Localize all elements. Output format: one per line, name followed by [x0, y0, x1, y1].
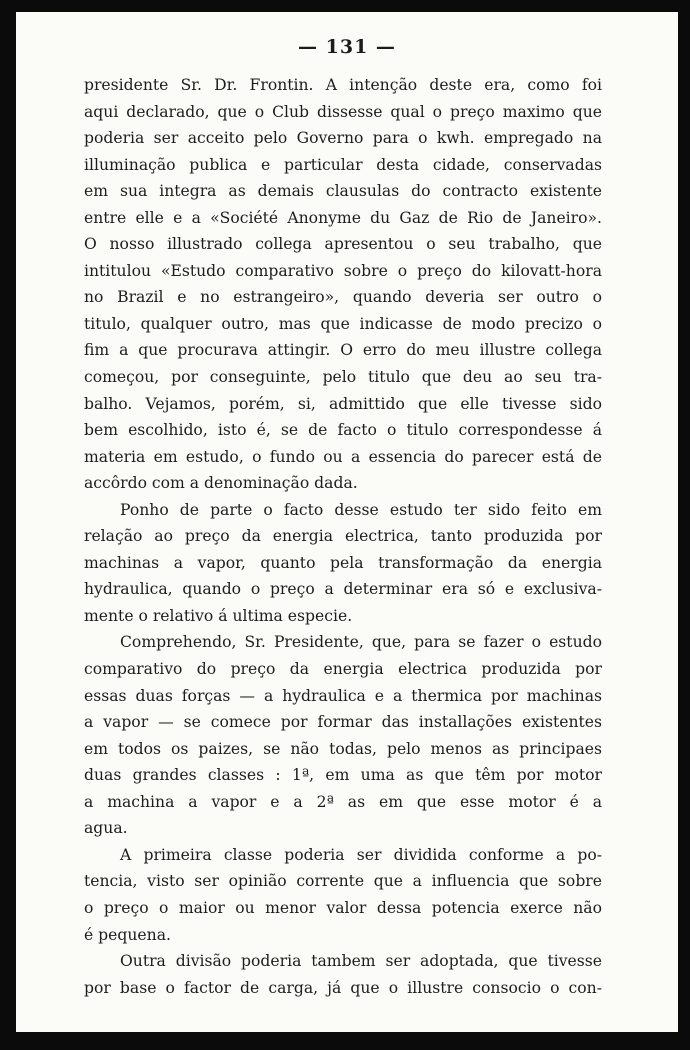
text-line: O nosso illustrado collega apresentou o seu trabalho, que: [84, 235, 602, 254]
text-line: illuminação publica e particular desta cidade, conservadas: [84, 155, 602, 174]
text-line: em sua integra as demais clausulas do contracto existente: [84, 182, 602, 201]
text-line: materia em estudo, o fundo ou a essencia do parecer está de: [84, 447, 602, 466]
text-line: essas duas forças — a hydraulica e a thermica por machinas: [84, 686, 602, 705]
text-line: presidente Sr. Dr. Frontin. A intenção deste era, como foi: [84, 76, 602, 94]
text-line: bem escolhido, isto é, se de facto o titulo correspondesse á: [84, 421, 602, 440]
text-line: no Brazil e no estrangeiro», quando deveria ser outro o: [84, 288, 602, 307]
text-line: balho. Vejamos, porém, si, admittido que elle tivesse sido: [84, 394, 602, 413]
paragraph-3: [84, 629, 602, 841]
text-line: Comprehendo, Sr. Presidente, que, para se fazer o estudo: [120, 633, 602, 652]
text-line: começou, por conseguinte, pelo titulo que deu ao seu tra-: [84, 368, 602, 387]
text-line: titulo, qualquer outro, mas que indicasse de modo precizo o: [84, 314, 602, 333]
text-line: poderia ser acceito pelo Governo para o kwh. empregado na: [84, 129, 602, 148]
paragraph-1: [84, 72, 602, 497]
text-line: agua.: [84, 819, 128, 838]
text-line: duas grandes classes : 1ª, em uma as que têm por motor: [84, 766, 602, 785]
book-page: [16, 12, 678, 1032]
text-line: fim a que procurava attingir. O erro do meu illustre collega: [84, 341, 602, 360]
text-line: a machina a vapor e a 2ª as em que esse motor é a: [84, 792, 602, 811]
text-line: entre elle e a «Société Anonyme du Gaz de Rio de Janeiro».: [84, 208, 602, 227]
text-line: Ponho de parte o facto desse estudo ter sido feito em: [120, 500, 602, 519]
paragraph-4: [84, 842, 602, 948]
text-line: hydraulica, quando o preço a determinar era só e exclusiva-: [84, 580, 602, 599]
text-line: é pequena.: [84, 925, 171, 944]
text-line: machinas a vapor, quanto pela transformação da energia: [84, 553, 602, 572]
text-line: comparativo do preço da energia electrica produzida por: [84, 660, 602, 679]
paragraph-5: [84, 948, 602, 1001]
text-line: em todos os paizes, se não todas, pelo menos as principaes: [84, 739, 602, 758]
text-line: mente o relativo á ultima especie.: [84, 606, 353, 625]
text-line: accôrdo com a denominação dada.: [84, 474, 358, 493]
text-line: aqui declarado, que o Club dissesse qual o preço maximo que: [84, 102, 602, 121]
body-text: [84, 72, 602, 1001]
paragraph-2: [84, 497, 602, 630]
text-line: A primeira classe poderia ser dividida conforme a po-: [120, 845, 602, 864]
text-line: intitulou «Estudo comparativo sobre o preço do kilovatt-hora: [84, 261, 602, 280]
page-number: — 131 —: [298, 36, 396, 58]
text-line: tencia, visto ser opinião corrente que a influencia que sobre: [84, 872, 602, 891]
text-line: relação ao preço da energia electrica, tanto produzida por: [84, 527, 602, 546]
text-line: o preço o maior ou menor valor dessa potencia exerce não: [84, 898, 602, 917]
text-line: Outra divisão poderia tambem ser adoptada, que tivesse: [120, 952, 602, 971]
text-line: por base o factor de carga, já que o illustre consocio o con-: [84, 978, 602, 997]
text-line: a vapor — se comece por formar das installações existentes: [84, 713, 602, 732]
